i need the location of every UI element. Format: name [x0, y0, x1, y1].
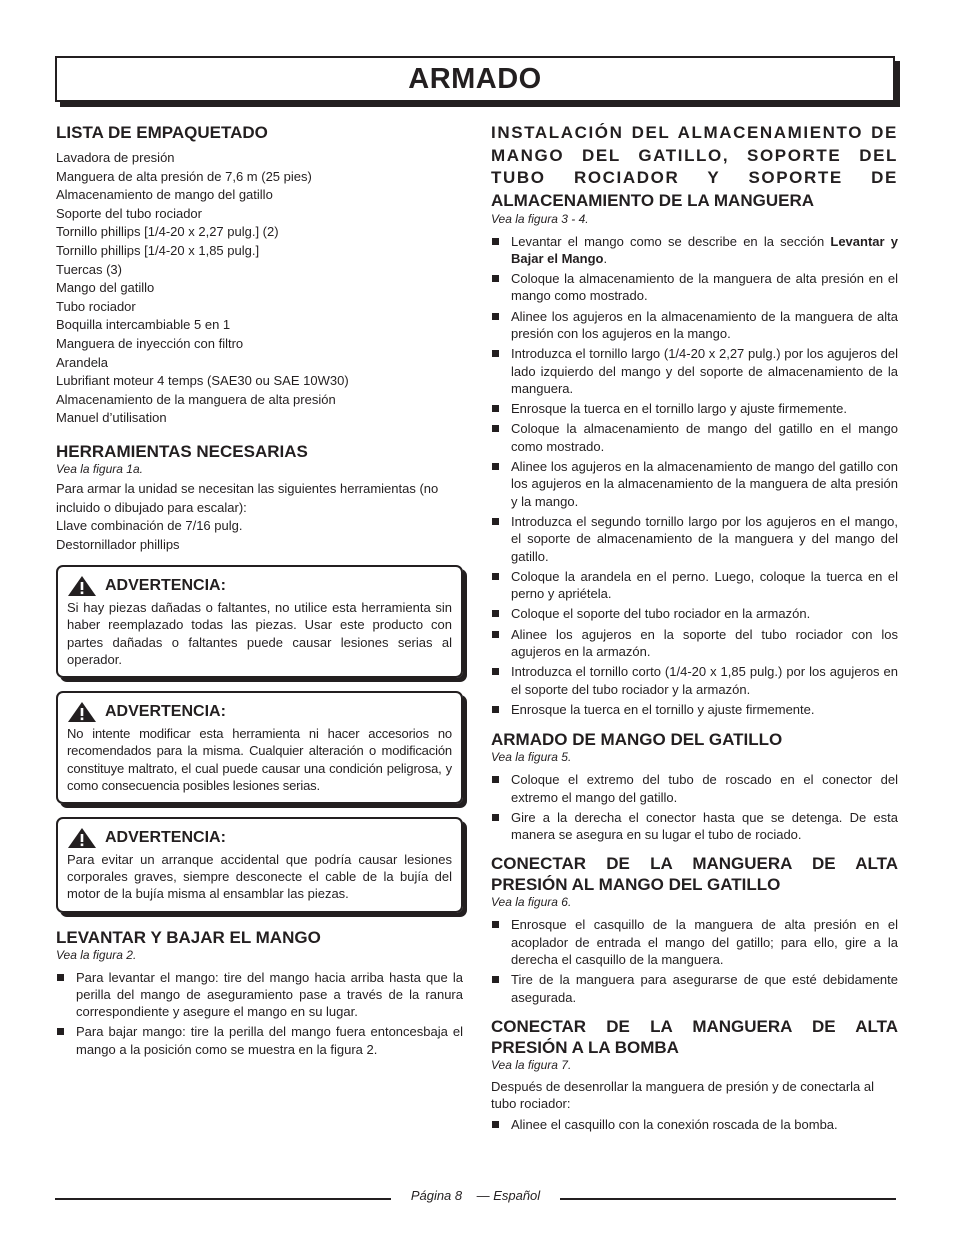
list-item: Tuercas (3)	[56, 261, 122, 277]
warning-text: Si hay piezas dañadas o faltantes, no utilice esta herramienta sin haber reemplazado todas las piezas. Usar este producto con partes dañadas o faltantes puede causar lesiones serias al operador.	[67, 600, 452, 667]
list-item: Introduzca el tornillo corto (1/4-20 x 1,85 pulg.) por los agujeros en el soporte del tubo rociador y la armazón.	[491, 663, 898, 698]
trigger-ref: Vea la figura 5.	[491, 750, 572, 765]
list-item: Almacenamiento de la manguera de alta presión	[56, 391, 336, 407]
list-item: Tubo rociador	[56, 298, 136, 314]
list-item: Lavadora de presión	[56, 150, 175, 165]
list-item: Almacenamiento de mango del gatillo	[56, 187, 273, 203]
list-item: Coloque el extremo del tubo de roscado en el conector del extremo el mango del gatillo.	[491, 771, 898, 806]
raise-heading: LEVANTAR Y BAJAR EL MANGO	[56, 927, 321, 947]
list-item: Coloque la arandela en el perno. Luego, coloque la tuerca en el perno y apriétela.	[491, 568, 898, 603]
list-item: Manguera de inyección con filtro	[56, 335, 244, 351]
list-item: Tire de la manguera para asegurarse de que esté debidamente asegurada.	[491, 971, 898, 1006]
install-heading-1: INSTALACIÓN DEL ALMACENAMIENTO DE MANGO DEL GATILLO, SOPORTE DEL TUBO ROCIADOR Y SOPORTE DE	[491, 123, 898, 187]
warning-box-1	[56, 565, 463, 678]
install-bullets	[491, 233, 898, 719]
list-item: Alinee los agujeros en la almacenamiento de mango del gatillo con los agujeros en la almacenamiento de la manguera de alta presión y la mango.	[491, 458, 898, 510]
section-link-text: Levantar y Bajar el Mango	[511, 233, 898, 266]
list-item: Introduzca el segundo tornillo largo por los agujeros en el mango, el soporte de almacenamiento de la manguera y del mango del gatillo.	[491, 513, 898, 565]
warning-triangle-icon	[67, 701, 97, 723]
list-item: Arandela	[56, 354, 109, 370]
trigger-heading: ARMADO DE MANGO DEL GATILLO	[491, 730, 783, 750]
right-column	[491, 122, 898, 1136]
tools-list	[56, 517, 463, 554]
footer-text: Página 8 — Español	[403, 1188, 548, 1203]
raise-ref: Vea la figura 2.	[56, 947, 137, 962]
left-column	[56, 122, 463, 1061]
connect-pump-bullets	[491, 1116, 898, 1133]
list-item: Llave combinación de 7/16 pulg.	[56, 518, 243, 534]
page-footer	[55, 1187, 896, 1207]
connect-pump-heading: CONECTAR DE LA MANGUERA DE ALTA PRESIÓN A LA BOMBA	[491, 1016, 898, 1057]
warning-box-2	[56, 691, 463, 804]
list-item: Manuel d’utilisation	[56, 410, 167, 426]
list-item: Coloque el soporte del tubo rociador en la armazón.	[491, 605, 898, 622]
list-item: Lubrifiant moteur 4 temps (SAE30 ou SAE 10W30)	[56, 373, 349, 389]
warning-text: No intente modificar esta herramienta ni hacer accesorios no recomendados para la misma. Cualquier alteración o modificación constituye maltrato, el cual puede causar una condición peligrosa, y como consecuencia posibles lesiones serias.	[67, 726, 452, 793]
warning-box-3	[56, 817, 463, 913]
list-item: Soporte del tubo rociador	[56, 205, 202, 221]
list-item: Coloque la almacenamiento de la manguera de alta presión en el mango como mostrado.	[491, 270, 898, 305]
packing-heading: LISTA DE EMPAQUETADO	[56, 123, 268, 142]
tools-heading: HERRAMIENTAS NECESARIAS	[56, 441, 308, 461]
tools-intro: Para armar la unidad se necesitan las siguientes herramientas (no incluido o dibujado para escalar):	[56, 480, 439, 515]
list-item: Destornillador phillips	[56, 536, 180, 552]
page-title-box	[55, 56, 895, 102]
packing-list	[56, 149, 463, 428]
warning-title: ADVERTENCIA:	[105, 577, 226, 595]
list-item: Alinee el casquillo con la conexión roscada de la bomba.	[491, 1116, 898, 1133]
list-item: Tornillo phillips [1/4-20 x 2,27 pulg.] (2)	[56, 224, 279, 240]
list-item: Alinee los agujeros en la almacenamiento de la manguera de alta presión con los agujeros en la mango.	[491, 308, 898, 343]
list-item: Alinee los agujeros en la soporte del tubo rociador con los agujeros en la armazón.	[491, 626, 898, 661]
connect-pump-intro: Después de desenrollar la manguera de presión y de conectarla al tubo rociador:	[491, 1078, 875, 1112]
install-ref: Vea la figura 3 - 4.	[491, 211, 589, 226]
list-item: Enrosque el casquillo de la manguera de alta presión en el acoplador de entrada el mango del gatillo; para ello, gire a la derecha el casquillo de la manguera.	[491, 916, 898, 968]
warning-triangle-icon	[67, 575, 97, 597]
install-heading-2: ALMACENAMIENTO DE LA MANGUERA	[491, 190, 814, 210]
tools-ref: Vea la figura 1a.	[56, 461, 143, 476]
raise-bullets	[56, 969, 463, 1058]
list-item: Manguera de alta presión de 7,6 m (25 pies)	[56, 168, 312, 184]
list-item: Boquilla intercambiable 5 en 1	[56, 317, 231, 333]
list-item: Para bajar mango: tire la perilla del mango fuera entoncesbaja el mango a la posición como se muestra en la figura 2.	[56, 1023, 463, 1058]
warning-title: ADVERTENCIA:	[105, 828, 226, 846]
connect-handle-bullets	[491, 916, 898, 1005]
trigger-bullets	[491, 771, 898, 843]
warning-triangle-icon	[67, 827, 97, 849]
warning-title: ADVERTENCIA:	[105, 703, 226, 721]
warning-text: Para evitar un arranque accidental que podría causar lesiones corporales graves, siempre desconecte el cable de la bujía del motor de la bujía misma al ensamblar las piezas.	[67, 851, 452, 902]
list-item: Mango del gatillo	[56, 280, 155, 296]
list-item: Introduzca el tornillo largo (1/4-20 x 2,27 pulg.) por los agujeros del lado izquierdo del mango y del soporte de almacenamiento de la manguera.	[491, 345, 898, 397]
list-item: Enrosque la tuerca en el tornillo largo y ajuste firmemente.	[491, 400, 898, 417]
list-item: Coloque la almacenamiento de mango del gatillo en el mango como mostrado.	[491, 420, 898, 455]
list-item: Enrosque la tuerca en el tornillo y ajuste firmemente.	[491, 701, 898, 718]
connect-handle-heading: CONECTAR DE LA MANGUERA DE ALTA PRESIÓN AL MANGO DEL GATILLO	[491, 854, 898, 895]
connect-handle-ref: Vea la figura 6.	[491, 895, 572, 910]
connect-pump-ref: Vea la figura 7.	[491, 1057, 572, 1072]
page-title: ARMADO	[408, 63, 542, 95]
list-item: Gire a la derecha el conector hasta que se detenga. De esta manera se asegura en su lugar el tubo de rociado.	[491, 809, 898, 844]
list-item: Tornillo phillips [1/4-20 x 1,85 pulg.]	[56, 242, 260, 258]
list-item: Levantar el mango como se describe en la sección Levantar y Bajar el Mango.	[491, 233, 898, 268]
list-item: Para levantar el mango: tire del mango hacia arriba hasta que la perilla del mango de aseguramiento pase a través de la ranura correspondiente y asegure el mango en su lugar.	[56, 969, 463, 1021]
